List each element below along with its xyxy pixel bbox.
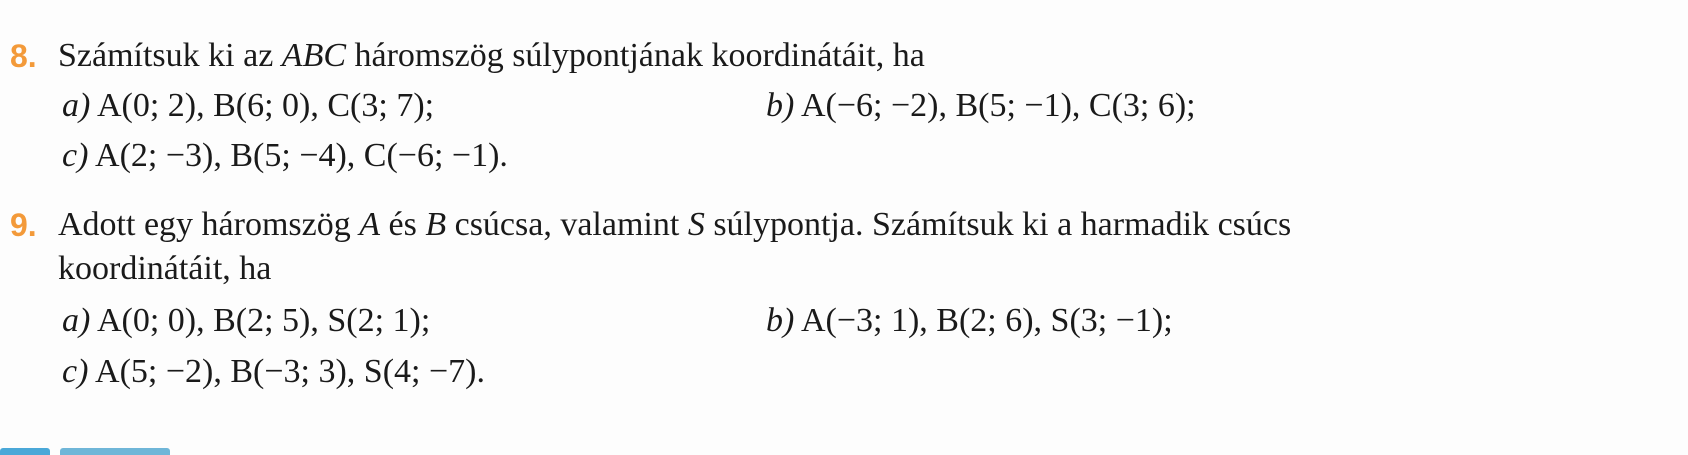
problem-8-part-c-text: A(2; −3), B(5; −4), C(−6; −1). bbox=[95, 137, 508, 174]
problem-9-intro-a: A bbox=[359, 206, 380, 243]
problem-9-number: 9. bbox=[10, 207, 37, 243]
problem-9-intro-s: S bbox=[687, 206, 705, 243]
problem-8-part-a-text: A(0; 2), B(6; 0), C(3; 7); bbox=[96, 87, 435, 124]
problem-8-part-b bbox=[766, 86, 1196, 126]
problem-9-part-b bbox=[766, 301, 1173, 341]
problem-9-intro-p3: csúcsa, valamint bbox=[446, 206, 688, 243]
problem-8-intro-abc: ABC bbox=[281, 37, 347, 74]
next-problem-cutoff bbox=[0, 440, 200, 455]
problem-9-part-c-text: A(5; −2), B(−3; 3), S(4; −7). bbox=[95, 353, 485, 390]
problem-8-part-c bbox=[62, 136, 508, 176]
problem-9-part-b-label: b) bbox=[766, 302, 795, 339]
problem-8-intro bbox=[58, 36, 925, 76]
problem-9-intro-p4: súlypontja. Számítsuk ki a harmadik csúcs bbox=[704, 206, 1292, 243]
problem-9-intro-b: B bbox=[425, 206, 447, 243]
next-problem-text-fragment bbox=[60, 448, 170, 455]
problem-9-intro-p2: és bbox=[380, 206, 426, 243]
problem-9-part-b-text: A(−3; 1), B(2; 6), S(3; −1); bbox=[800, 302, 1173, 339]
problem-9-part-c bbox=[62, 352, 485, 392]
next-problem-number-fragment bbox=[0, 448, 50, 455]
problem-8-intro-before: Számítsuk ki az bbox=[58, 37, 282, 74]
problem-9-intro-p1: Adott egy háromszög bbox=[58, 206, 360, 243]
problem-8-intro-after: háromszög súlypontjának koordinátáit, ha bbox=[346, 37, 925, 74]
problem-9-intro-line2: koordinátáit, ha bbox=[58, 250, 272, 287]
problem-8-part-b-label: b) bbox=[766, 87, 795, 124]
problem-9-part-a-text: A(0; 0), B(2; 5), S(2; 1); bbox=[96, 302, 431, 339]
problem-8-part-b-text: A(−6; −2), B(5; −1), C(3; 6); bbox=[800, 87, 1196, 124]
problem-9-intro bbox=[58, 205, 1291, 245]
problem-8-part-a bbox=[62, 86, 434, 126]
problem-8-part-a-label: a) bbox=[62, 87, 91, 124]
problem-9-part-c-label: c) bbox=[62, 353, 89, 390]
problem-9-part-a-label: a) bbox=[62, 302, 91, 339]
problem-8-number: 8. bbox=[10, 38, 37, 74]
problem-8-part-c-label: c) bbox=[62, 137, 89, 174]
problem-9-part-a bbox=[62, 301, 430, 341]
